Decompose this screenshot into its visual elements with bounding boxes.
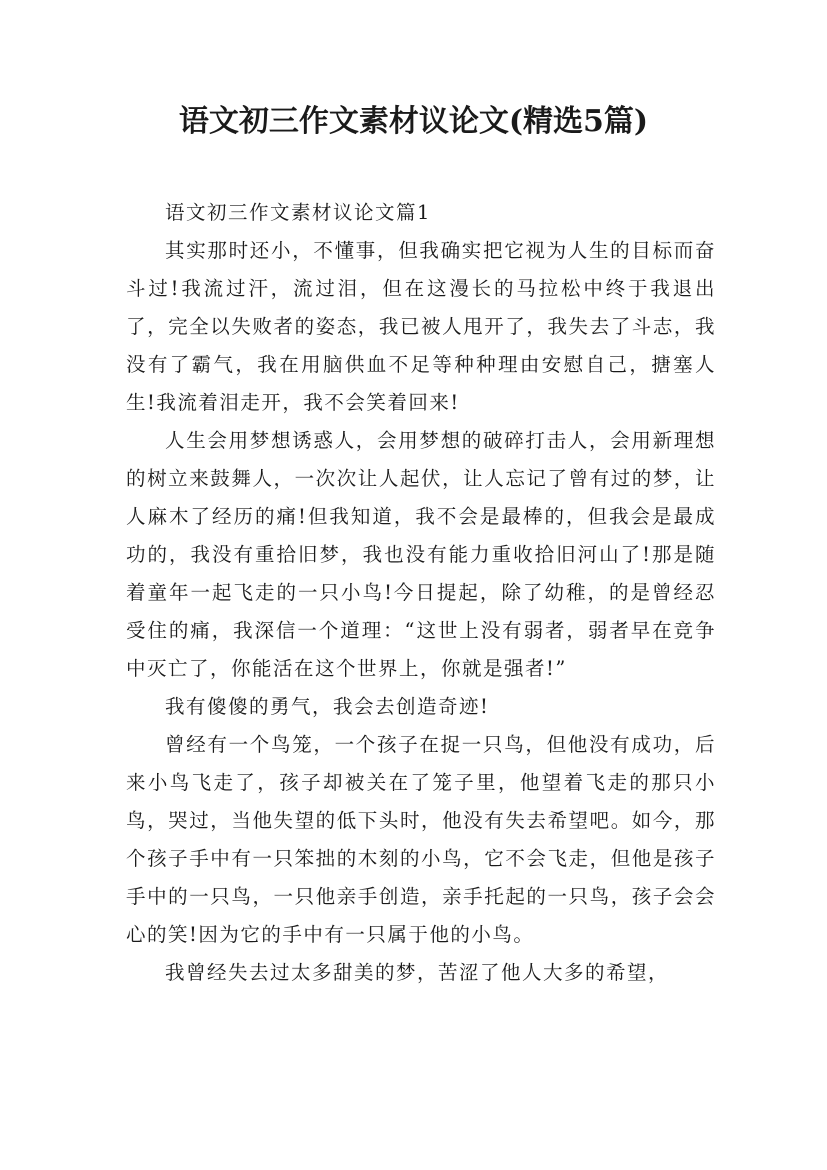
document-body: [126, 194, 716, 992]
paragraph-1: 其实那时还小，不懂事，但我确实把它视为人生的目标而奋斗过!我流过汗，流过泪，但在这漫长的马拉松中终于我退出了，完全以失败者的姿态，我已被人甩开了，我失去了斗志，我没有了霸气，我在用脑供血不足等种种理由安慰自己，搪塞人生!我流着泪走开，我不会笑着回来!: [126, 239, 716, 414]
paragraph-2: 人生会用梦想诱惑人，会用梦想的破碎打击人，会用新理想的树立来鼓舞人，一次次让人起伏，让人忘记了曾有过的梦，让人麻木了经历的痛!但我知道，我不会是最棒的，但我会是最成功的，我没有重拾旧梦，我也没有能力重收拾旧河山了!那是随着童年一起飞走的一只小鸟!今日提起，除了幼稚，的是曾经忍受住的痛，我深信一个道理：“这世上没有弱者，弱者早在竞争中灭亡了，你能活在这个世界上，你就是强者!”: [126, 429, 716, 680]
paragraph-3: 我有傻傻的勇气，我会去创造奇迹!: [165, 695, 490, 718]
section-heading: 语文初三作文素材议论文篇1: [165, 201, 431, 224]
paragraph-4: 曾经有一个鸟笼，一个孩子在捉一只鸟，但他没有成功，后来小鸟飞走了，孩子却被关在了笼子里，他望着飞走的那只小鸟，哭过，当他失望的低下头时，他没有失去希望吧。如今，那个孩子手中有一只笨拙的木刻的小鸟，它不会飞走，但他是孩子手中的一只鸟，一只他亲手创造，亲手托起的一只鸟，孩子会会心的笑!因为它的手中有一只属于他的小鸟。: [126, 733, 716, 946]
document-title: 语文初三作文素材议论文(精选5篇): [178, 104, 649, 139]
paragraph-5: 我曾经失去过太多甜美的梦，苦涩了他人大多的希望，: [165, 961, 670, 984]
